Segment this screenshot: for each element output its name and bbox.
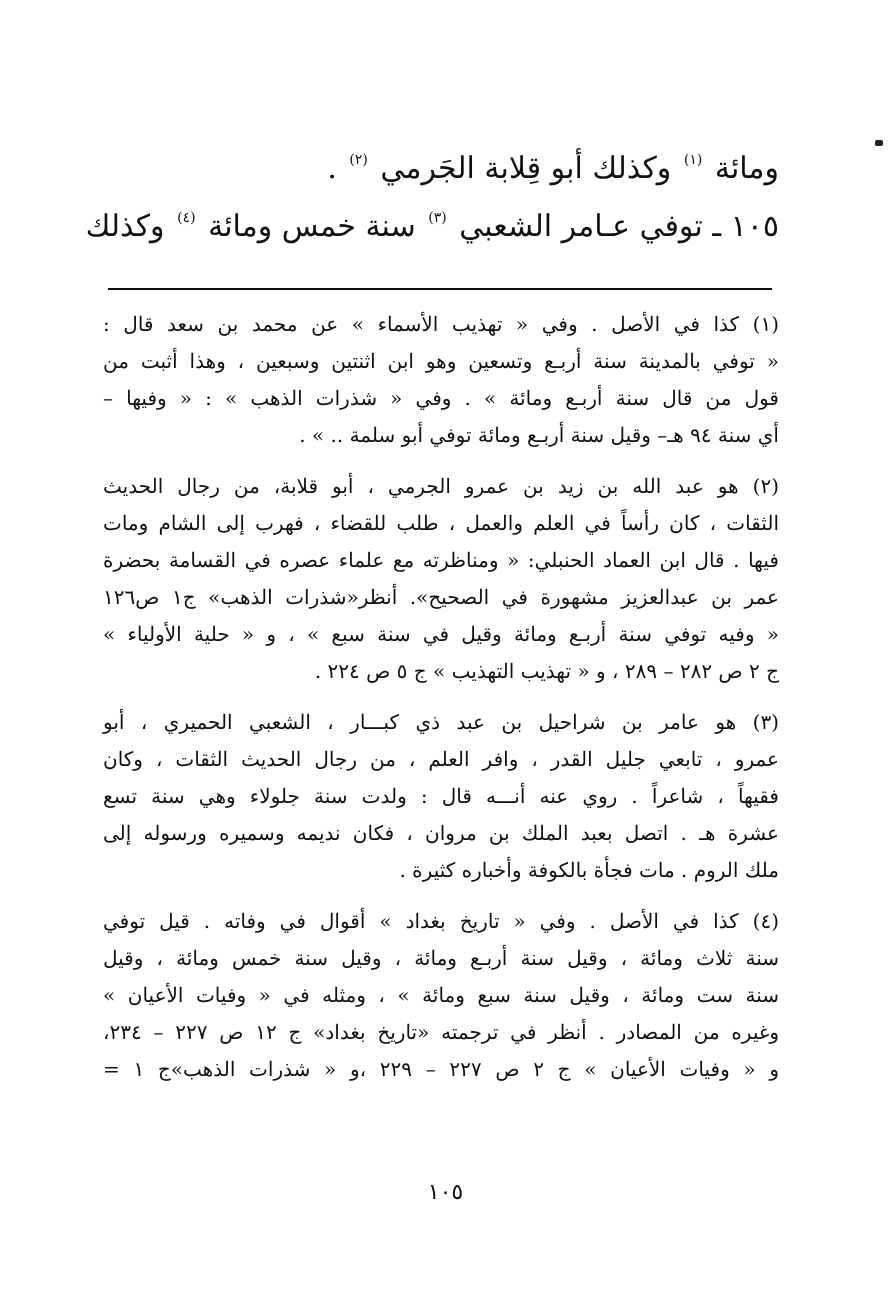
footnote-line: ملك الروم . مات فجأة بالكوفة وأخباره كثيرة . [399,858,779,882]
footnotes [103,306,779,1102]
main-text-line-1 [109,140,779,198]
footnote-line: سنة ست ومائة ، وقيل سنة سبع ومائة » ، ومثله في « وفيات الأعيان » [103,983,779,1007]
footnote-line: أي سنة ٩٤ هـ– وقيل سنة أربـع ومائة توفي أبو سلمة .. » . [299,423,779,447]
footnote-line: فقيهاً ، شاعراً . روي عنه أنـــه قال : ولدت سنة جلولاء وهي سنة تسع [103,784,779,808]
footnote-3 [103,704,779,889]
footnote-4 [103,903,779,1088]
scan-mark [875,140,883,146]
footnote-ref-1: (١) [683,152,703,168]
page-number: ١٠٥ [427,1180,464,1205]
footnote-line: عمر بن عبدالعزيز مشهورة في الصحيح». أنظر«شذرات الذهب» ج١ ص١٢٦ [103,585,779,609]
footnote-line: (٢) هو عبد الله بن زيد بن عمرو الجرمي ، أبو قلابة، من رجال الحديث [103,474,779,498]
footnote-line: فيها . قال ابن العماد الحنبلي: « ومناظرته مع علماء عصره في القسامة بحضرة [103,548,779,572]
main-text-segment: . [327,151,337,186]
main-text-segment: سنة خمس ومائة [208,209,416,244]
footnote-separator [108,288,772,290]
footnote-line: عمرو ، تابعي جليل القدر ، وافر العلم ، من رجال الحديث الثقات ، وكان [103,747,779,771]
footnote-ref-4: (٤) [177,210,196,226]
footnote-line: ج ٢ ص ٢٨٢ – ٢٨٩ ، و « تهذيب التهذيب » ج ٥ ص ٢٢٤ . [314,659,779,683]
footnote-ref-2: (٢) [349,152,368,168]
footnote-line: « وفيه توفي سنة أربـع ومائة وقيل في سنة سبع » ، و « حلية الأولياء » [103,622,779,646]
footnote-line: (٤) كذا في الأصل . وفي « تاريخ بغداد » أقوال في وفاته . قيل توفي [103,909,779,933]
main-text-segment: ١٠٥ ـ توفي عـامر الشعبي [459,209,779,244]
footnote-1 [103,306,779,454]
footnote-ref-3: (٣) [428,210,447,226]
main-text-segment: ومائة [714,151,779,186]
main-text-segment: وكذلك أبو قِلابة الجَرمي [380,151,672,186]
footnote-line: وغيره من المصادر . أنظر في ترجمته «تاريخ بغداد» ج ١٢ ص ٢٢٧ – ٢٣٤، [103,1020,779,1044]
footnote-line: (٣) هو عامر بن شراحيل بن عبد ذي كبـــار ، الشعبي الحميري ، أبو [103,710,779,734]
main-text-line-2 [85,198,779,256]
footnote-line: سنة ثلاث ومائة ، وقيل سنة أربـع ومائة ، وقيل سنة خمس ومائة ، وقيل [103,946,779,970]
footnote-line: الثقات ، كان رأساً في العلم والعمل ، طلب للقضاء ، فهرب إلى الشام ومات [103,511,779,535]
footnote-line: (١) كذا في الأصل . وفي « تهذيب الأسماء » عن محمد بن سعد قال : [103,312,779,336]
footnote-line: عشرة هـ . اتصل بعبد الملك بن مروان ، فكان نديمه وسميره ورسوله إلى [103,821,779,845]
main-text-segment: وكذلك [85,209,165,244]
footnote-2 [103,468,779,690]
footnote-line: « توفي بالمدينة سنة أربـع وتسعين وهو ابن اثنتين وسبعين ، وهذا أثبت من [103,349,779,373]
main-text [85,140,779,256]
footnote-line: و « وفيات الأعيان » ج ٢ ص ٢٢٧ – ٢٢٩ ،و « شذرات الذهب»ج ١ = [103,1057,779,1081]
footnote-line: قول من قال سنة أربـع ومائة » . وفي « شذرات الذهب » : « وفيها – [103,386,779,410]
